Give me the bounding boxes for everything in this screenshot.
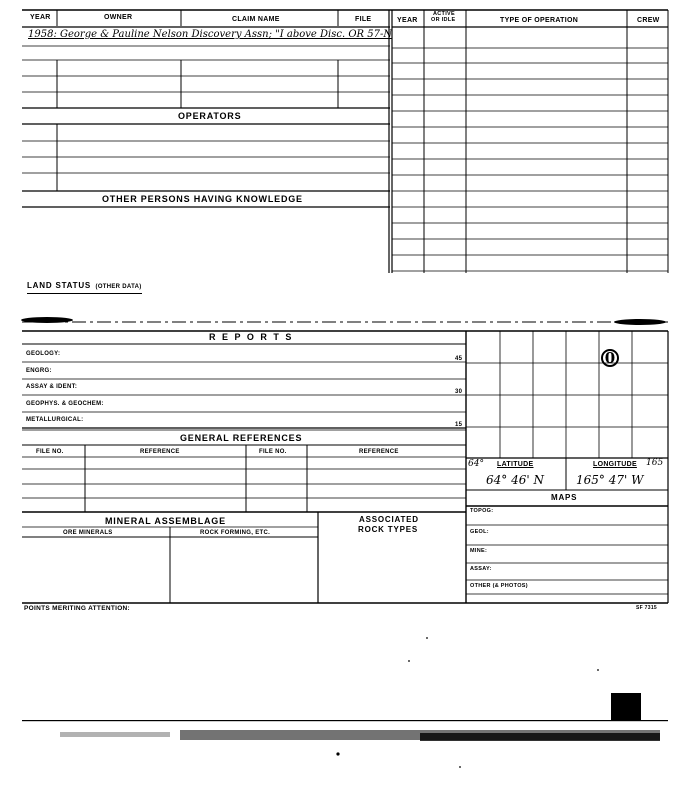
reports-row-engrg: ENGRG: [26, 368, 52, 374]
land-status-label [27, 276, 142, 294]
latitude-label: LATITUDE [497, 461, 534, 468]
reports-row-geology: GEOLOGY: [26, 351, 61, 357]
activity-idle-header: OR IDLE [431, 17, 456, 23]
latitude-margin-handwritten: 64° [468, 459, 484, 469]
maps-row-topog: TOPOG: [470, 508, 494, 514]
rock-forming-header: ROCK FORMING, ETC. [200, 530, 271, 536]
reports-row-metallurgical: METALLURGICAL: [26, 417, 84, 423]
operators-title: OPERATORS [178, 111, 242, 121]
reports-row-assay: ASSAY & IDENT: [26, 384, 78, 390]
margin-number-30: 30 [455, 389, 463, 395]
margin-number-15: 15 [455, 422, 463, 428]
claims-claim-name-header: CLAIM NAME [232, 16, 280, 23]
activity-crew-header: CREW [637, 17, 660, 24]
ref-col-reference-2: REFERENCE [359, 449, 399, 455]
form-number: SF 7315 [636, 605, 658, 611]
reports-row-geophys: GEOPHYS. & GEOCHEM: [26, 401, 104, 407]
longitude-margin-handwritten: 165 [646, 458, 664, 468]
ref-col-file-no: FILE NO. [36, 449, 64, 455]
maps-row-other: OTHER (& PHOTOS) [470, 583, 528, 589]
associated-rock-types-line1: ASSOCIATED [359, 515, 419, 524]
longitude-label: LONGITUDE [593, 461, 637, 468]
ref-col-reference: REFERENCE [140, 449, 180, 455]
maps-row-geol: GEOL: [470, 529, 489, 535]
mineral-assemblage-title: MINERAL ASSEMBLAGE [105, 516, 226, 526]
associated-rock-types-line2: ROCK TYPES [358, 525, 419, 534]
others-knowledge-title: OTHER PERSONS HAVING KNOWLEDGE [102, 194, 303, 204]
activity-active-header: ACTIVE [433, 11, 455, 17]
claims-year-header: YEAR [30, 14, 51, 21]
claims-file-header: FILE [355, 16, 372, 23]
land-status-sub: (OTHER DATA) [95, 284, 142, 290]
grid-mark-handwritten: 0 [601, 349, 619, 367]
margin-number-45: 45 [455, 356, 463, 362]
longitude-value-handwritten: 165° 47' W [576, 473, 644, 487]
maps-title: MAPS [551, 493, 578, 502]
maps-row-mine: MINE: [470, 548, 488, 554]
land-status-title: LAND STATUS [27, 281, 92, 290]
ore-minerals-header: ORE MINERALS [63, 530, 113, 536]
general-references-title: GENERAL REFERENCES [180, 433, 303, 443]
claims-owner-header: OWNER [104, 14, 133, 21]
activity-year-header: YEAR [397, 17, 418, 24]
points-meriting-attention: POINTS MERITING ATTENTION: [24, 605, 131, 612]
latitude-value-handwritten: 64° 46' N [486, 473, 544, 487]
maps-row-assay: ASSAY: [470, 566, 492, 572]
claim-entry-handwritten: 1958: George & Pauline Nelson Discovery Assn; "I above Disc. OR 57-N [28, 29, 393, 40]
reports-title: R E P O R T S [209, 332, 294, 342]
ref-col-file-no-2: FILE NO. [259, 449, 287, 455]
activity-type-header: TYPE OF OPERATION [500, 17, 579, 24]
